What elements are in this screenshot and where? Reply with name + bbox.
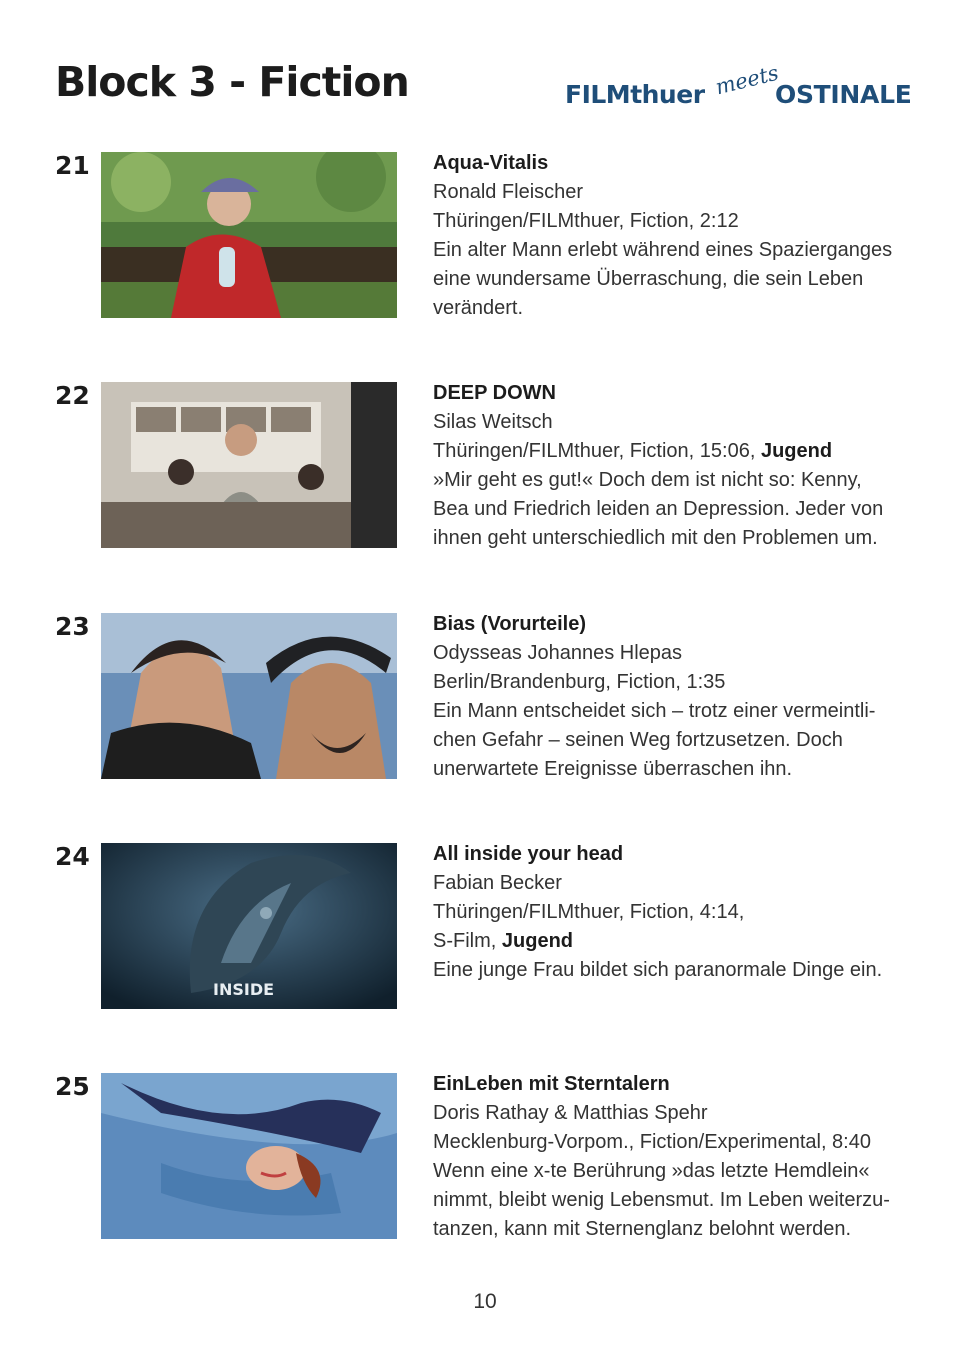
film-still-image bbox=[101, 382, 397, 548]
page-number: 10 bbox=[473, 1290, 497, 1313]
film-tag: Jugend bbox=[501, 930, 574, 952]
film-description-line: Ein Mann entscheidet sich – trotz einer vermeintli- bbox=[433, 700, 876, 722]
film-director: Odysseas Johannes Hlepas bbox=[433, 642, 683, 664]
entry-text bbox=[433, 840, 923, 985]
film-meta: Mecklenburg-Vorpom., Fiction/Experimental, 8:40 bbox=[433, 1131, 871, 1153]
film-description-line: Ein alter Mann erlebt während eines Spazierganges bbox=[433, 239, 893, 261]
entry-text bbox=[433, 1070, 923, 1244]
entry-number: 23 bbox=[55, 612, 90, 641]
film-title: EinLeben mit Sterntalern bbox=[433, 1073, 670, 1095]
film-still-bias bbox=[101, 613, 397, 779]
film-director: Ronald Fleischer bbox=[433, 181, 584, 203]
image-caption: INSIDE bbox=[213, 980, 275, 999]
festival-logo bbox=[565, 60, 915, 114]
film-description-line: Bea und Friedrich leiden an Depression. Jeder von bbox=[433, 498, 884, 520]
film-description-line: ihnen geht unterschiedlich mit den Problemen um. bbox=[433, 527, 878, 549]
film-director: Doris Rathay & Matthias Spehr bbox=[433, 1102, 708, 1124]
film-meta: Thüringen/FILMthuer, Fiction, 2:12 bbox=[433, 210, 739, 232]
logo-meets: meets bbox=[713, 60, 781, 100]
film-title: All inside your head bbox=[433, 843, 624, 865]
film-still-einleben-mit-sterntalern bbox=[101, 1073, 397, 1239]
film-meta-line bbox=[433, 437, 923, 466]
film-still-all-inside-your-head bbox=[101, 843, 397, 1009]
film-title: Aqua-Vitalis bbox=[433, 152, 549, 174]
film-still-image bbox=[101, 613, 397, 779]
entry-text bbox=[433, 379, 923, 553]
film-tag: Jugend bbox=[760, 440, 833, 462]
film-description-line: verändert. bbox=[433, 297, 524, 319]
film-description-line: nimmt, bleibt wenig Lebensmut. Im Leben weiterzu- bbox=[433, 1189, 890, 1211]
film-still-image bbox=[101, 843, 397, 1009]
film-still-image bbox=[101, 1073, 397, 1239]
entry-text bbox=[433, 610, 923, 784]
film-description-line: »Mir geht es gut!« Doch dem ist nicht so: Kenny, bbox=[433, 469, 862, 491]
film-title: DEEP DOWN bbox=[433, 382, 556, 404]
film-meta: Thüringen/FILMthuer, Fiction, 15:06, bbox=[433, 440, 756, 462]
film-meta-2: S-Film, bbox=[433, 930, 497, 952]
logo-ostinale: OSTINALE bbox=[775, 80, 912, 109]
film-description-line: Eine junge Frau bildet sich paranormale Dinge ein. bbox=[433, 959, 883, 981]
entry-number: 21 bbox=[55, 151, 90, 180]
film-meta: Thüringen/FILMthuer, Fiction, 4:14, bbox=[433, 901, 745, 923]
film-description-line: Wenn eine x-te Berührung »das letzte Hemdlein« bbox=[433, 1160, 870, 1182]
film-still-image bbox=[101, 152, 397, 318]
entry-number: 22 bbox=[55, 381, 90, 410]
page-title: Block 3 - Fiction bbox=[55, 58, 409, 106]
film-meta-line bbox=[433, 927, 923, 956]
film-still-aqua-vitalis bbox=[101, 152, 397, 318]
film-director: Silas Weitsch bbox=[433, 411, 553, 433]
film-still-deep-down bbox=[101, 382, 397, 548]
film-description-line: eine wundersame Überraschung, die sein Leben bbox=[433, 268, 864, 290]
film-description-line: unerwartete Ereignisse überraschen ihn. bbox=[433, 758, 793, 780]
logo-filmthuer: FILMthuer bbox=[565, 80, 705, 109]
film-director: Fabian Becker bbox=[433, 872, 562, 894]
entry-number: 25 bbox=[55, 1072, 90, 1101]
film-description-line: chen Gefahr – seinen Weg fortzusetzen. Doch bbox=[433, 729, 843, 751]
entry-number: 24 bbox=[55, 842, 90, 871]
film-title: Bias (Vorurteile) bbox=[433, 613, 586, 635]
entry-text bbox=[433, 149, 923, 323]
film-meta: Berlin/Brandenburg, Fiction, 1:35 bbox=[433, 671, 726, 693]
film-description-line: tanzen, kann mit Sternenglanz belohnt werden. bbox=[433, 1218, 852, 1240]
